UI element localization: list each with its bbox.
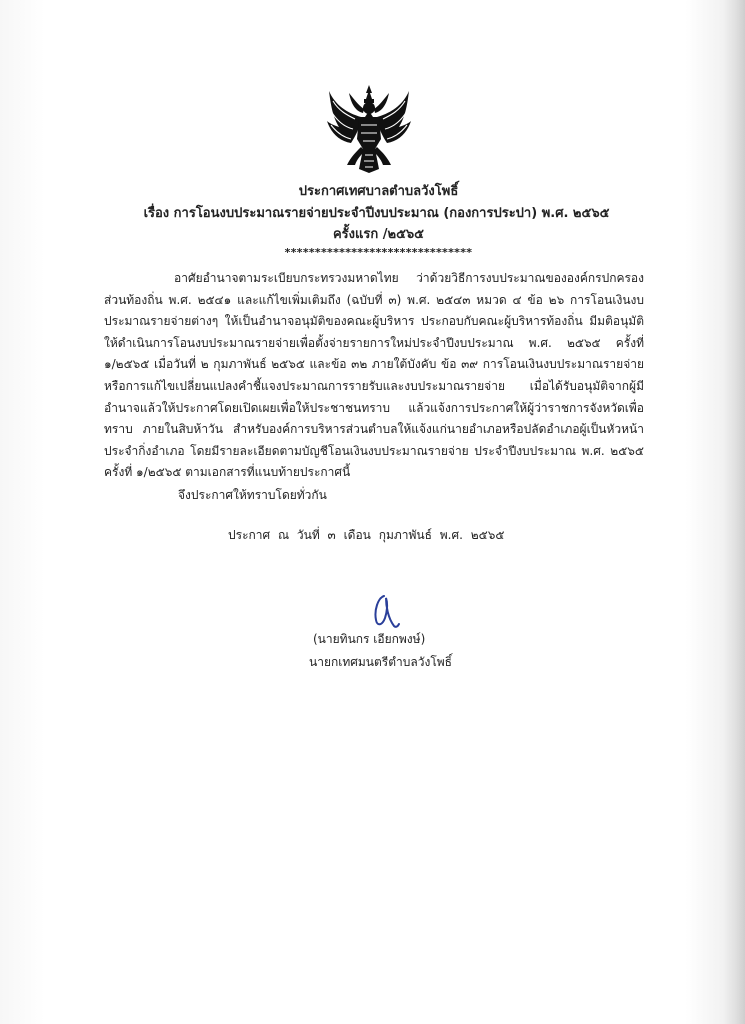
handwritten-signature bbox=[364, 592, 404, 632]
body-paragraph bbox=[104, 268, 644, 484]
announcement-date: ประกาศ ณ วันที่ ๓ เดือน กุมภาพันธ์ พ.ศ. ๒๕๖๕ bbox=[228, 528, 505, 542]
closing-line: จึงประกาศให้ทราบโดยทั่วกัน bbox=[178, 488, 327, 502]
announcement-title: ประกาศเทศบาลตำบลวังโพธิ์ bbox=[298, 184, 459, 199]
signer-name: (นายทินกร เอียกพงษ์) bbox=[313, 632, 426, 646]
page-edge-shadow bbox=[723, 0, 745, 1024]
signer-position: นายกเทศมนตรีตำบลวังโพธิ์ bbox=[309, 655, 452, 669]
announcement-subject: เรื่อง การโอนงบประมาณรายจ่ายประจำปีงบประมาณ (กองการประปา) พ.ศ. ๒๕๖๕ bbox=[143, 206, 610, 221]
announcement-round: ครั้งแรก /๒๕๖๕ bbox=[332, 227, 425, 242]
separator-line: ******************************* bbox=[284, 246, 473, 259]
garuda-emblem-icon bbox=[325, 83, 413, 175]
body-paragraph-text: อาศัยอำนาจตามระเบียบกระทรวงมหาดไทย ว่าด้วยวิธีการงบประมาณขององค์กรปกครองส่วนท้องถิ่น พ.ศ. ๒๕๔๑ และแก้ไขเพิ่มเติมถึง (ฉบับที่ ๓) พ.ศ. ๒๕๔๓ หมวด ๔ ข้อ ๒๖ การโอนเงินงบประมาณรายจ่ายต่างๆ ให้เป็นอำนาจอนุมัติของคณะผู้บริหาร ประกอบกับคณะผู้บริหารท้องถิ่น มีมติอนุมัติให้ดำเนินการโอนงบประมาณรายจ่ายเพื่อตั้งจ่ายรายการใหม่ประจำปีงบประมาณ พ.ศ. ๒๕๖๕ ครั้งที่ ๑/๒๕๖๕ เมื่อวันที่ ๒ กุมภาพันธ์ ๒๕๖๕ และข้อ ๓๒ ภายใต้บังคับ ข้อ ๓๙ การโอนเงินงบประมาณรายจ่าย หรือการแก้ไขเปลี่ยนแปลงคำชี้แจงประมาณการรายรับและงบประมาณรายจ่าย เมื่อได้รับอนุมัติจากผู้มีอำนาจแล้วให้ประกาศโดยเปิดเผยเพื่อให้ประชาชนทราบ แล้วแจ้งการประกาศให้ผู้ว่าราชการจังหวัดเพื่อทราบ ภายในสิบห้าวัน สำหรับองค์การบริหารส่วนตำบลให้แจ้งแก่นายอำเภอหรือปลัดอำเภอผู้เป็นหัวหน้าประจำกิ่งอำเภอ โดยมีรายละเอียดตามบัญชีโอนเงินงบประมาณรายจ่าย ประจำปีงบประมาณ พ.ศ. ๒๕๖๕ ครั้งที่ ๑/๒๕๖๕ ตามเอกสารที่แนบท้ายประกาศนี้ bbox=[104, 271, 644, 480]
